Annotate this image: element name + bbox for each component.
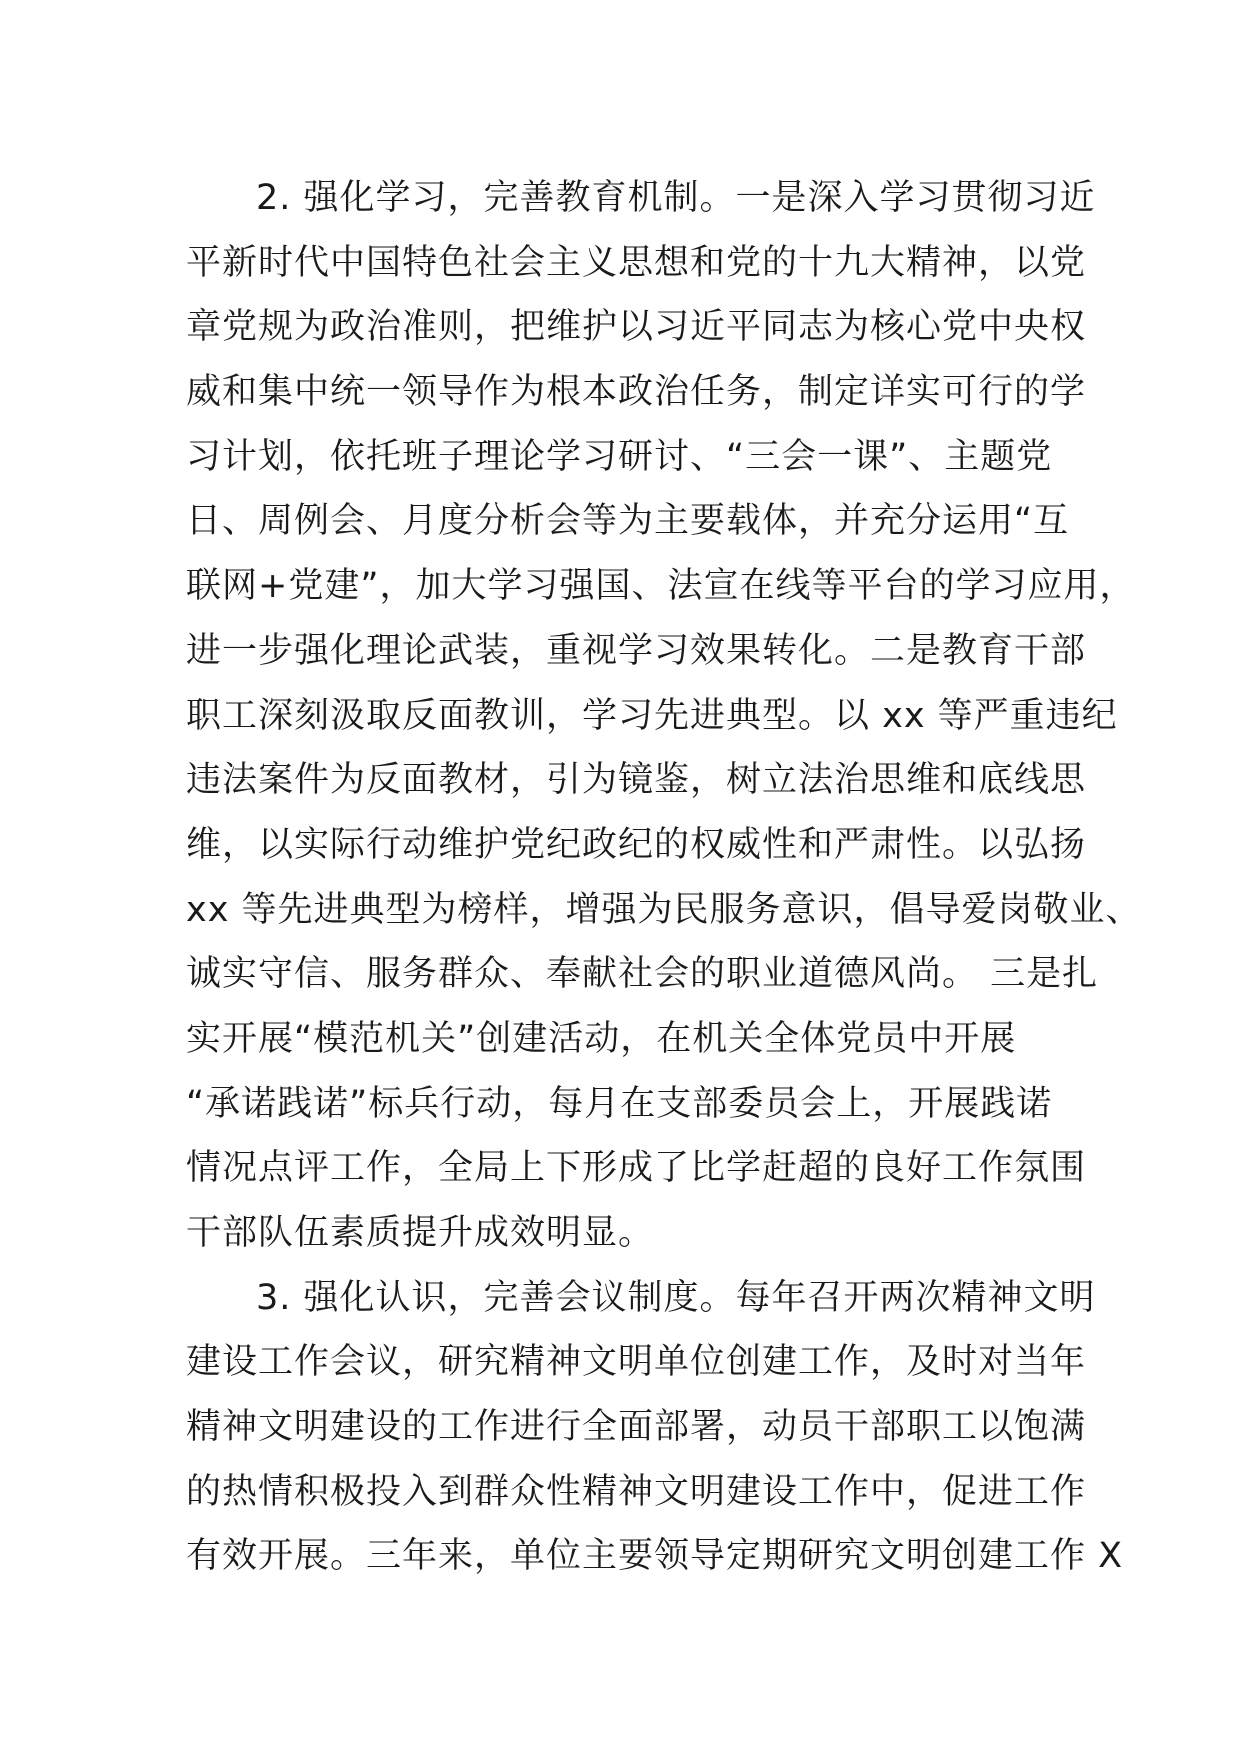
paragraph-2-line-3: 章党规为政治准则，把维护以习近平同志为核心党中央权 <box>186 307 1087 348</box>
paragraph-2-line-4: 威和集中统一领导作为根本政治任务，制定详实可行的学 <box>186 372 1087 413</box>
body-text <box>186 166 1142 1589</box>
paragraph-2-line-12: xx 等先进典型为榜样，增强为民服务意识，倡导爱岗敬业、 <box>186 889 1142 930</box>
paragraph-2-line-6: 日、周例会、月度分析会等为主要载体，并充分运用“互 <box>186 501 1070 542</box>
paragraph-2-line-16: 情况点评工作，全局上下形成了比学赶超的良好工作氛围 <box>186 1148 1087 1189</box>
paragraph-2-line-8: 进一步强化理论武装，重视学习效果转化。二是教育干部 <box>186 630 1087 671</box>
paragraph-3-line-1: 3. 强化认识，完善会议制度。每年召开两次精神文明 <box>256 1277 1096 1318</box>
paragraph-2-line-15: “承诺践诺”标兵行动，每月在支部委员会上，开展践诺 <box>186 1083 1053 1124</box>
paragraph-2-line-7: 联网+党建”，加大学习强国、法宣在线等平台的学习应用， <box>186 566 1136 607</box>
paragraph-2-line-5: 习计划，依托班子理论学习研讨、“三会一课”、主题党 <box>186 436 1053 477</box>
paragraph-2-line-2: 平新时代中国特色社会主义思想和党的十九大精神，以党 <box>186 242 1087 283</box>
paragraph-3-line-4: 的热情积极投入到群众性精神文明建设工作中，促进工作 <box>186 1471 1087 1512</box>
paragraph-2-line-13: 诚实守信、服务群众、奉献社会的职业道德风尚。 三是扎 <box>186 954 1099 995</box>
paragraph-2-line-14: 实开展“模范机关”创建活动，在机关全体党员中开展 <box>186 1018 1017 1059</box>
paragraph-3-line-5: 有效开展。三年来，单位主要领导定期研究文明创建工作 X <box>186 1536 1124 1577</box>
paragraph-2-line-1: 2. 强化学习，完善教育机制。一是深入学习贯彻习近 <box>256 178 1096 218</box>
paragraph-2-line-17: 干部队伍素质提升成效明显。 <box>186 1213 655 1253</box>
paragraph-2-line-11: 维，以实际行动维护党纪政纪的权威性和严肃性。以弘扬 <box>186 824 1087 865</box>
paragraph-2-line-9: 职工深刻汲取反面教训，学习先进典型。以 xx 等严重违纪 <box>186 695 1118 736</box>
paragraph-3-line-3: 精神文明建设的工作进行全面部署，动员干部职工以饱满 <box>186 1407 1087 1448</box>
paragraph-2-line-10: 违法案件为反面教材，引为镜鉴，树立法治思维和底线思 <box>186 760 1087 801</box>
paragraph-3-line-2: 建设工作会议，研究精神文明单位创建工作，及时对当年 <box>186 1342 1087 1383</box>
